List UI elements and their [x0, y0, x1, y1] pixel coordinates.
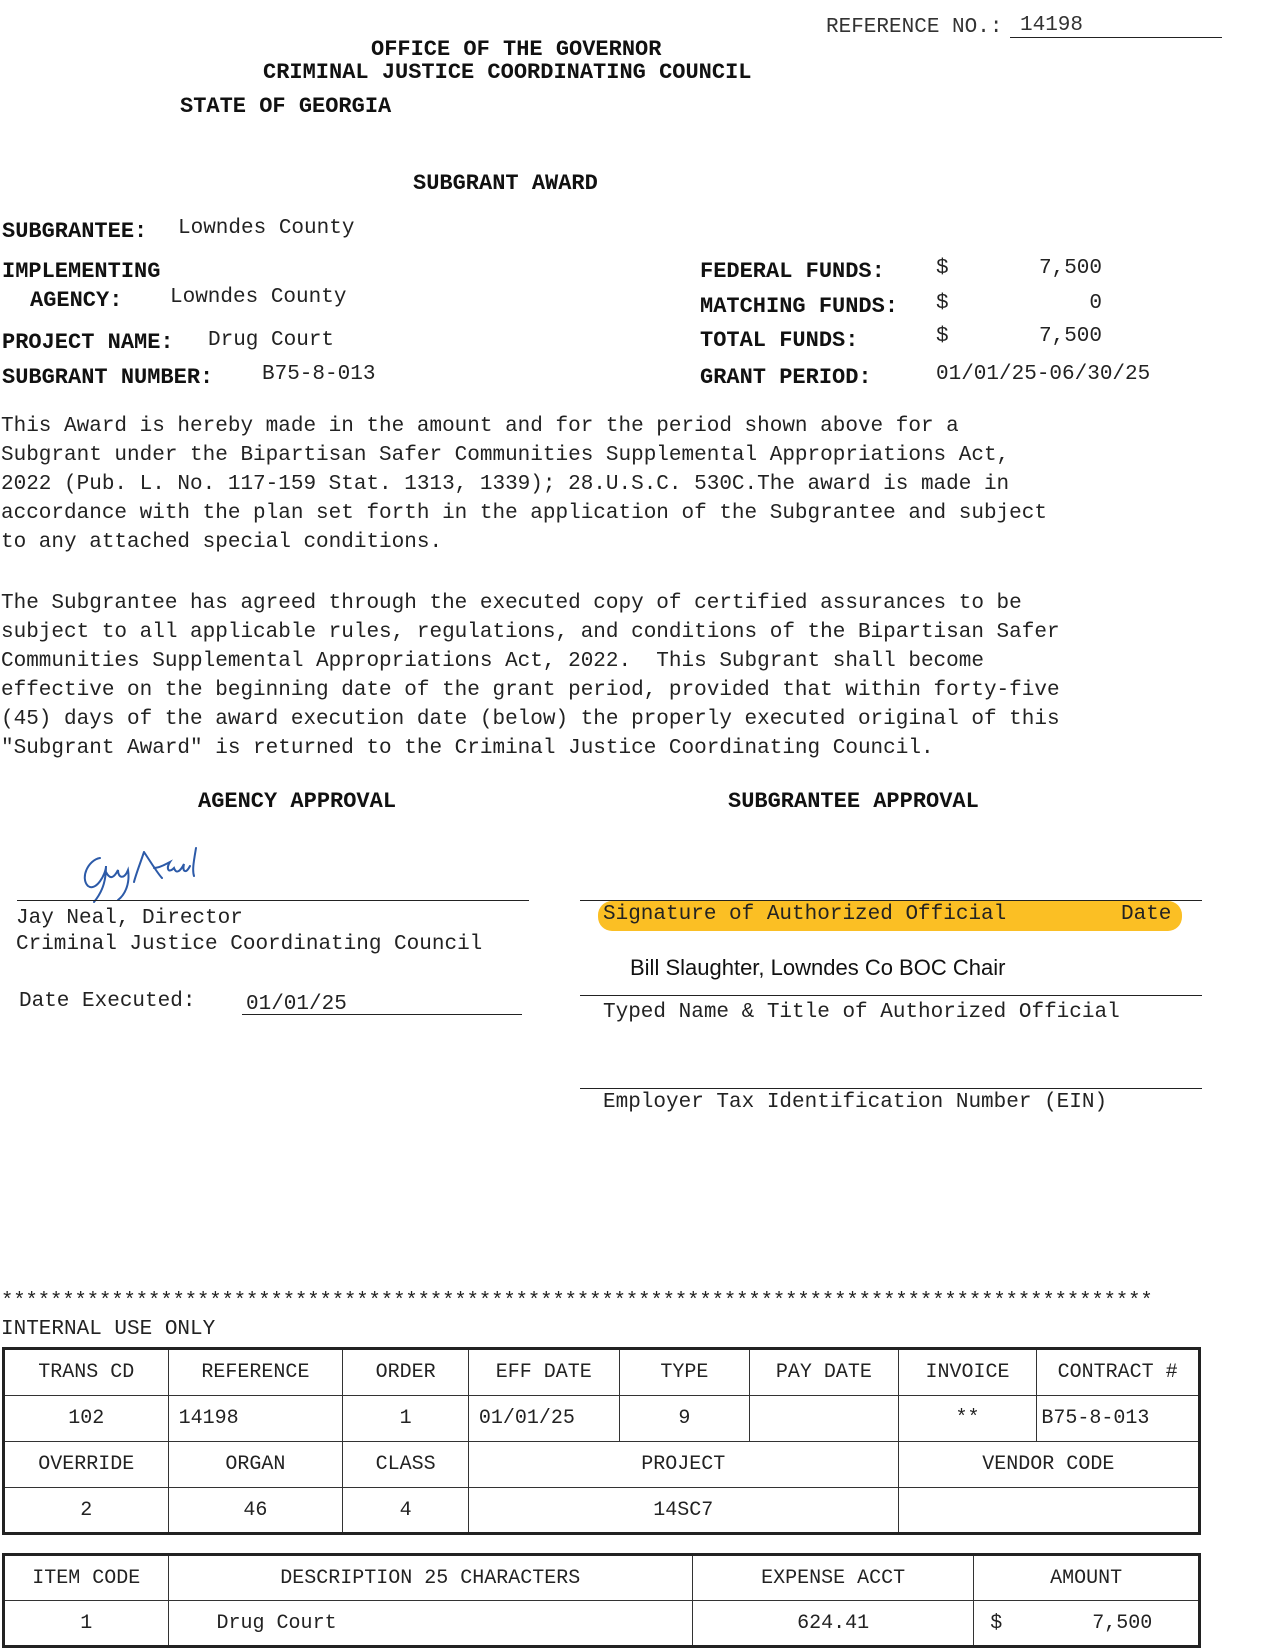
total-funds-label: TOTAL FUNDS: [700, 328, 859, 353]
internal-use-label: INTERNAL USE ONLY [1, 1318, 216, 1341]
invoice-header: INVOICE [898, 1349, 1037, 1396]
matching-funds-value: 0 [1089, 292, 1102, 315]
agency-approval-heading: AGENCY APPROVAL [198, 789, 397, 814]
pay-date-header: PAY DATE [750, 1349, 898, 1396]
matching-funds-label: MATCHING FUNDS: [700, 294, 899, 319]
ein-label: Employer Tax Identification Number (EIN) [603, 1091, 1108, 1114]
internal-grid [2, 1347, 1201, 1535]
agency-signature-line [17, 900, 529, 901]
typed-name-label: Typed Name & Title of Authorized Official [603, 1001, 1120, 1024]
description-value: Drug Court [168, 1601, 692, 1647]
federal-currency: $ [936, 257, 949, 280]
subgrantee-approval-heading: SUBGRANTEE APPROVAL [728, 789, 979, 814]
class-value: 4 [343, 1488, 469, 1534]
organ-header: ORGAN [168, 1442, 343, 1488]
implementing-value: Lowndes County [170, 286, 347, 309]
typed-name-line [580, 995, 1202, 996]
total-funds-value: 7,500 [1038, 325, 1102, 348]
eff-date-value: 01/01/25 [468, 1396, 619, 1442]
signature-official-label: Signature of Authorized Official [603, 903, 1007, 926]
item-code-value: 1 [4, 1601, 169, 1647]
expense-acct-value: 624.41 [693, 1601, 974, 1647]
typed-name-value: Bill Slaughter, Lowndes Co BOC Chair [630, 955, 1006, 980]
override-value: 2 [4, 1488, 169, 1534]
amount-cell [974, 1601, 1200, 1647]
award-paragraph-line: Subgrant under the Bipartisan Safer Communities Supplemental Appropriations Act, [1, 444, 1010, 467]
project-header: PROJECT [468, 1442, 898, 1488]
type-value: 9 [619, 1396, 750, 1442]
reference-underline [1010, 37, 1222, 38]
project-name-value: Drug Court [208, 329, 335, 352]
reference-header: REFERENCE [168, 1349, 343, 1396]
subgrantee-label: SUBGRANTEE: [2, 219, 148, 244]
conditions-paragraph-line: effective on the beginning date of the grant period, provided that within forty-five [1, 679, 1060, 702]
order-value: 1 [343, 1396, 469, 1442]
invoice-value: ** [898, 1396, 1037, 1442]
conditions-paragraph-line: Communities Supplemental Appropriations Act, 2022. This Subgrant shall become [1, 650, 984, 673]
item-grid [2, 1553, 1201, 1648]
amount-header: AMOUNT [974, 1555, 1200, 1601]
document-title: SUBGRANT AWARD [413, 171, 598, 196]
conditions-paragraph-line: "Subgrant Award" is returned to the Criminal Justice Coordinating Council. [1, 737, 934, 760]
override-header: OVERRIDE [4, 1442, 169, 1488]
award-paragraph-line: 2022 (Pub. L. No. 117-159 Stat. 1313, 1339); 28.U.S.C. 530C.The award is made in [1, 473, 1010, 496]
separator-stars: ********************************************************************************************** [1, 1290, 1153, 1313]
eff-date-header: EFF DATE [468, 1349, 619, 1396]
signature-date-label: Date [1121, 903, 1172, 926]
expense-acct-header: EXPENSE ACCT [693, 1555, 974, 1601]
type-header: TYPE [619, 1349, 750, 1396]
contract-header: CONTRACT # [1037, 1349, 1200, 1396]
item-code-header: ITEM CODE [4, 1555, 169, 1601]
organ-value: 46 [168, 1488, 343, 1534]
date-executed-label: Date Executed: [19, 990, 196, 1013]
project-name-label: PROJECT NAME: [2, 330, 174, 355]
vendor-code-value [898, 1488, 1199, 1534]
implementing-label-1: IMPLEMENTING [2, 259, 161, 284]
subgrant-number-value: B75-8-013 [262, 363, 376, 386]
federal-funds-value: 7,500 [1038, 257, 1102, 280]
office-heading: OFFICE OF THE GOVERNOR [371, 37, 662, 62]
matching-currency: $ [936, 292, 949, 315]
trans-cd-value: 102 [4, 1396, 169, 1442]
council-heading: CRIMINAL JUSTICE COORDINATING COUNCIL [263, 60, 752, 85]
subgrantee-value: Lowndes County [178, 217, 355, 240]
description-header: DESCRIPTION 25 CHARACTERS [168, 1555, 692, 1601]
award-paragraph-line: This Award is hereby made in the amount and for the period shown above for a [1, 415, 959, 438]
award-paragraph-line: to any attached special conditions. [1, 531, 443, 554]
signer-name: Jay Neal, Director [16, 907, 243, 930]
conditions-paragraph-line: The Subgrantee has agreed through the executed copy of certified assurances to be [1, 592, 1022, 615]
total-currency: $ [936, 325, 949, 348]
conditions-paragraph-line: (45) days of the award execution date (below) the properly executed original of this [1, 708, 1060, 731]
trans-cd-header: TRANS CD [4, 1349, 169, 1396]
reference-label: REFERENCE NO.: [826, 16, 1003, 39]
grant-period-label: GRANT PERIOD: [700, 365, 872, 390]
grant-period-value: 01/01/25-06/30/25 [936, 363, 1151, 386]
order-header: ORDER [343, 1349, 469, 1396]
reference-value: 14198 [1020, 14, 1084, 37]
award-paragraph-line: accordance with the plan set forth in the application of the Subgrantee and subject [1, 502, 1047, 525]
date-executed-value: 01/01/25 [246, 993, 347, 1016]
implementing-label-2: AGENCY: [30, 288, 123, 313]
reference-value-cell: 14198 [168, 1396, 343, 1442]
state-heading: STATE OF GEORGIA [180, 94, 392, 119]
contract-value: B75-8-013 [1037, 1396, 1200, 1442]
conditions-paragraph-line: subject to all applicable rules, regulations, and conditions of the Bipartisan Safer [1, 621, 1060, 644]
amount-value: 7,500 [1092, 1611, 1153, 1635]
director-signature [70, 838, 220, 908]
vendor-code-header: VENDOR CODE [898, 1442, 1199, 1488]
class-header: CLASS [343, 1442, 469, 1488]
date-executed-underline [242, 1014, 522, 1015]
signer-organization: Criminal Justice Coordinating Council [16, 933, 483, 956]
federal-funds-label: FEDERAL FUNDS: [700, 259, 885, 284]
amount-currency: $ [990, 1611, 1003, 1635]
subgrant-number-label: SUBGRANT NUMBER: [2, 365, 214, 390]
project-value: 14SC7 [468, 1488, 898, 1534]
pay-date-value [750, 1396, 898, 1442]
ein-line [580, 1088, 1202, 1089]
